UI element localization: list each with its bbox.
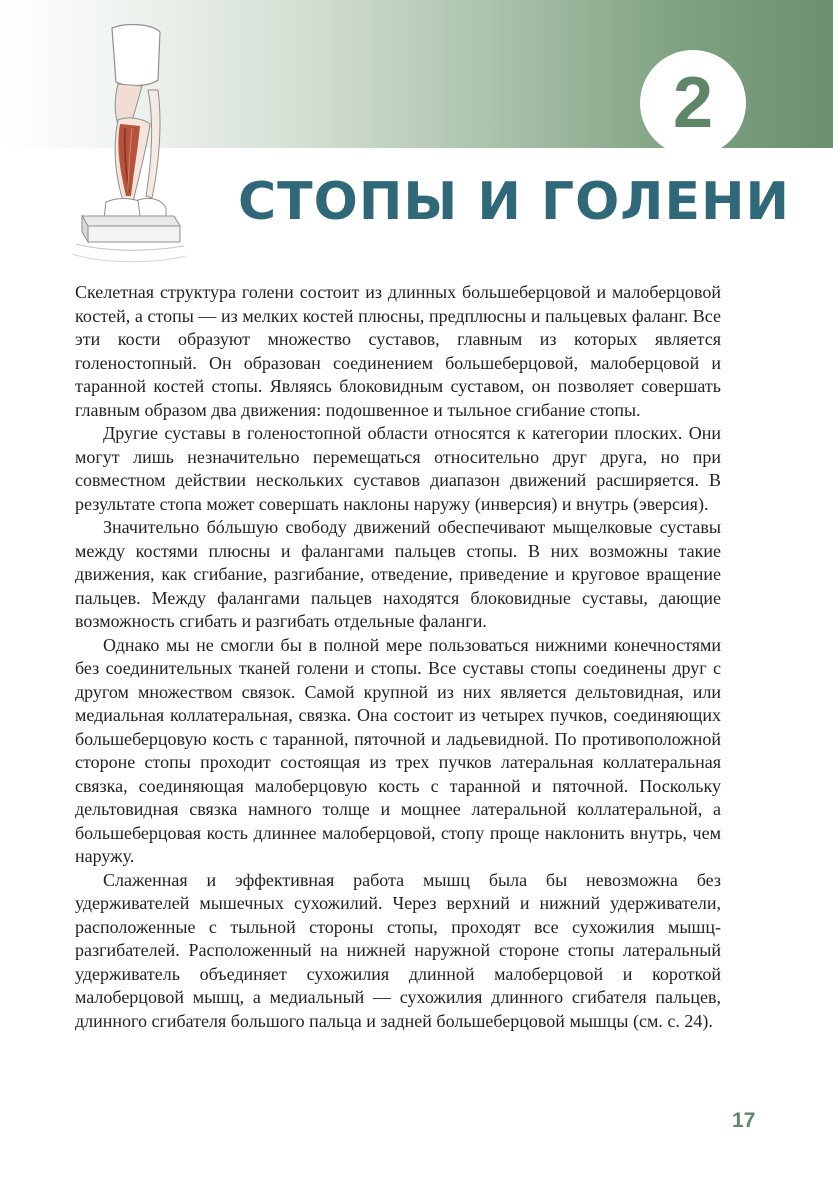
chapter-number: 2 [672,63,714,143]
paragraph: Скелетная структура голени состоит из длинных большеберцовой и малоберцовой костей, а стопы — из мелких костей плюсны, предплюсны и пальцевых фаланг. Все эти кости образуют множество суставов, главным из которых является голеностопный. Он образован соединением большеберцовой, малоберцовой и таранной костей стопы. Являясь блоковидным суставом, он позволяет совершать главным образом два движения: подошвенное и тыльное сгибание стопы. [75,282,721,420]
chapter-number-badge [640,50,746,156]
chapter-title: СТОПЫ И ГОЛЕНИ [238,172,791,232]
page-number: 17 [732,1109,756,1132]
paragraph: Однако мы не смогли бы в полной мере пользоваться нижними конечностями без соединительных тканей голени и стопы. Все суставы стопы соединены друг с другом множеством связок. Самой крупной из них является дельтовидная, или медиальная коллатеральная, связка. Она состоит из четырех пучков, соединяющих большеберцовую кость с таранной, пяточной и ладьевидной. По противоположной стороне стопы проходит состоящая из трех пучков латеральная коллатеральная связка, соединяющая малоберцовую кость с таранной и пяточной. Поскольку дельтовидная связка намного толще и мощнее латеральной коллатеральной, а большеберцовая кость длиннее малоберцовой, стопу проще наклонить внутрь, чем наружу. [75,634,721,866]
paragraph: Значительно бóльшую свободу движений обеспечивают мыщелковые суставы между костями плюсны и фалангами пальцев стопы. В них возможны такие движения, как сгибание, разгибание, отведение, приведение и круговое вращение пальцев. Между фалангами пальцев находятся блоковидные суставы, дающие возможность сгибать и разгибать отдельные фаланги. [75,517,721,631]
paragraph: Другие суставы в голеностопной области относятся к категории плоских. Они могут лишь незначительно перемещаться относительно друг друга, но при совместном действии нескольких суставов диапазон движений расширяется. В результате стопа может совершать наклоны наружу (инверсия) и внутрь (эверсия). [75,423,721,514]
leg-calf-raise-anatomy-icon [68,20,188,270]
body-text [75,281,721,1033]
paragraph: Слаженная и эффективная работа мышц была бы невозможна без удерживателей мышечных сухожилий. Через верхний и нижний удерживатели, расположенные с тыльной стороны стопы, проходят все сухожилия мышц-разгибателей. Расположенный на нижней наружной стороне стопы латеральный удерживатель объединяет сухожилия длинной малоберцовой и короткой малоберцовой мышц, а медиальный — сухожилия длинного сгибателя пальцев, длинного сгибателя большого пальца и задней большеберцовой мышцы (см. с. 24). [75,869,721,1031]
